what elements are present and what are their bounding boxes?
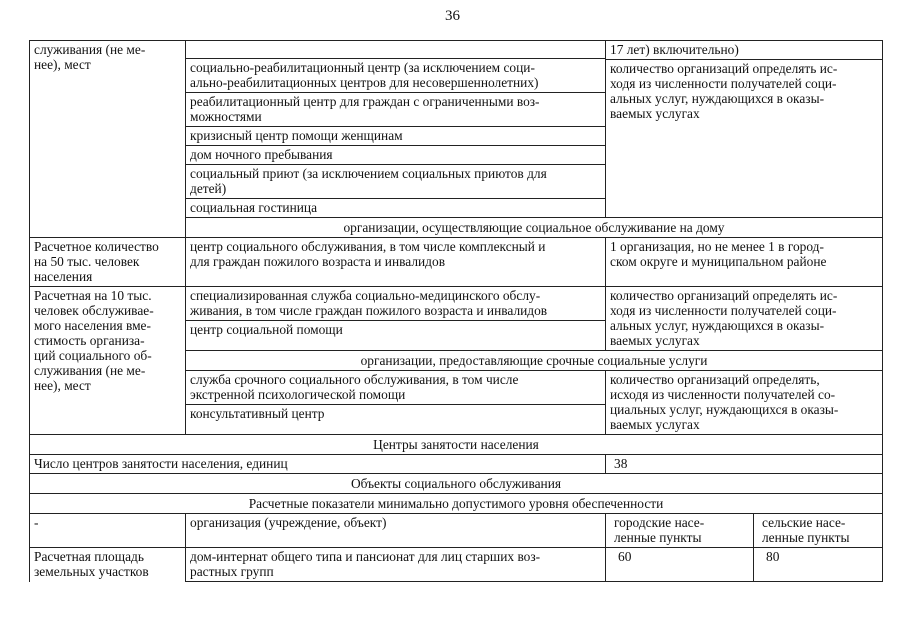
rule-text: количество организаций определять ис- ходя из численности получателей соци- альных услуг, нуждающихся в оказы- ваемых услугах [610,61,838,121]
org-list [186,287,605,339]
section-header-urgent-services: организации, предоставляющие срочные социальные услуги [186,351,883,371]
org-item: консультативный центр [190,406,325,421]
cell-urgent-orgs [186,371,606,435]
indicator-text: служивания (не ме- нее), мест [34,42,146,72]
org-item: социальный приют (за исключением социальных приютов для детей) [186,165,605,199]
cell-per-50k-rule: 1 организация, но не менее 1 в город- ском округе и муниципальном районе [606,238,883,287]
section-header-home-services: организации, осуществляющие социальное обслуживание на дому [186,218,883,238]
column-header-urban: городские насе- ленные пункты [606,514,754,548]
cell-residential-rule [606,41,883,218]
org-item [186,41,605,59]
standards-table [29,40,883,582]
cell-per-10k-rule: количество организаций определять ис- ходя из численности получателей соци- альных услуг, нуждающихся в оказы- ваемых услугах [606,287,883,351]
row-per-10k [30,287,883,351]
cell-per-50k-org: центр социального обслуживания, в том числе комплексный и для граждан пожилого возраста и инвалидов [186,238,606,287]
row-per-50k [30,238,883,287]
row-residential [30,41,883,218]
org-item: дом ночного пребывания [186,146,605,165]
cell-residential-orgs [186,41,606,218]
org-item: реабилитационный центр для граждан с ограниченными воз- можностями [186,93,605,127]
row-social-objects-header [30,474,883,494]
cell-land-area-org: дом-интернат общего типа и пансионат для лиц старших воз- растных групп [186,548,606,582]
cell-residential-indicator [30,41,186,238]
column-header-rural: сельские насе- ленные пункты [754,514,883,548]
row-column-headers [30,514,883,548]
row-employment-header [30,435,883,455]
cell-per-10k-indicator: Расчетная на 10 тыс. человек обслуживае- мого населения вме- стимость организа- ций социального об- служивания (не ме- нее), мест [30,287,186,435]
org-item: социальная гостиница [190,200,318,215]
org-item: служба срочного социального обслуживания, в том числе экстренной психологической помощи [186,371,605,405]
section-header-indicators: Расчетные показатели минимально допустимого уровня обеспеченности [30,494,883,514]
cell-per-10k-orgs [186,287,606,351]
column-header-organization: организация (учреждение, объект) [186,514,606,548]
column-header-dash: - [30,514,186,548]
rule-top-text: 17 лет) включительно) [606,41,882,60]
cell-urgent-rule: количество организаций определять, исходя из численности получателей со- циальных услуг, нуждающихся в оказы- ваемых услугах [606,371,883,435]
cell-employment-label: Число центров занятости населения, единиц [30,455,606,474]
row-employment [30,455,883,474]
org-list [186,371,605,423]
section-header-social-objects: Объекты социального обслуживания [30,474,883,494]
section-header-employment: Центры занятости населения [30,435,883,455]
cell-employment-value: 38 [606,455,883,474]
org-item: кризисный центр помощи женщинам [186,127,605,146]
org-item: центр социальной помощи [190,322,343,337]
org-list [186,41,605,217]
row-indicators-header [30,494,883,514]
cell-land-area-rural: 80 [754,548,883,582]
org-item: социально-реабилитационный центр (за исключением соци- ально-реабилитационных центров для несовершеннолетних) [186,59,605,93]
cell-land-area-urban: 60 [606,548,754,582]
row-land-area [30,548,883,582]
cell-per-50k-indicator: Расчетное количество на 50 тыс. человек населения [30,238,186,287]
cell-land-area-indicator: Расчетная площадь земельных участков [30,548,186,582]
page-number: 36 [445,8,460,24]
org-item: специализированная служба социально-медицинского обслу- живания, в том числе граждан пожилого возраста и инвалидов [186,287,605,321]
